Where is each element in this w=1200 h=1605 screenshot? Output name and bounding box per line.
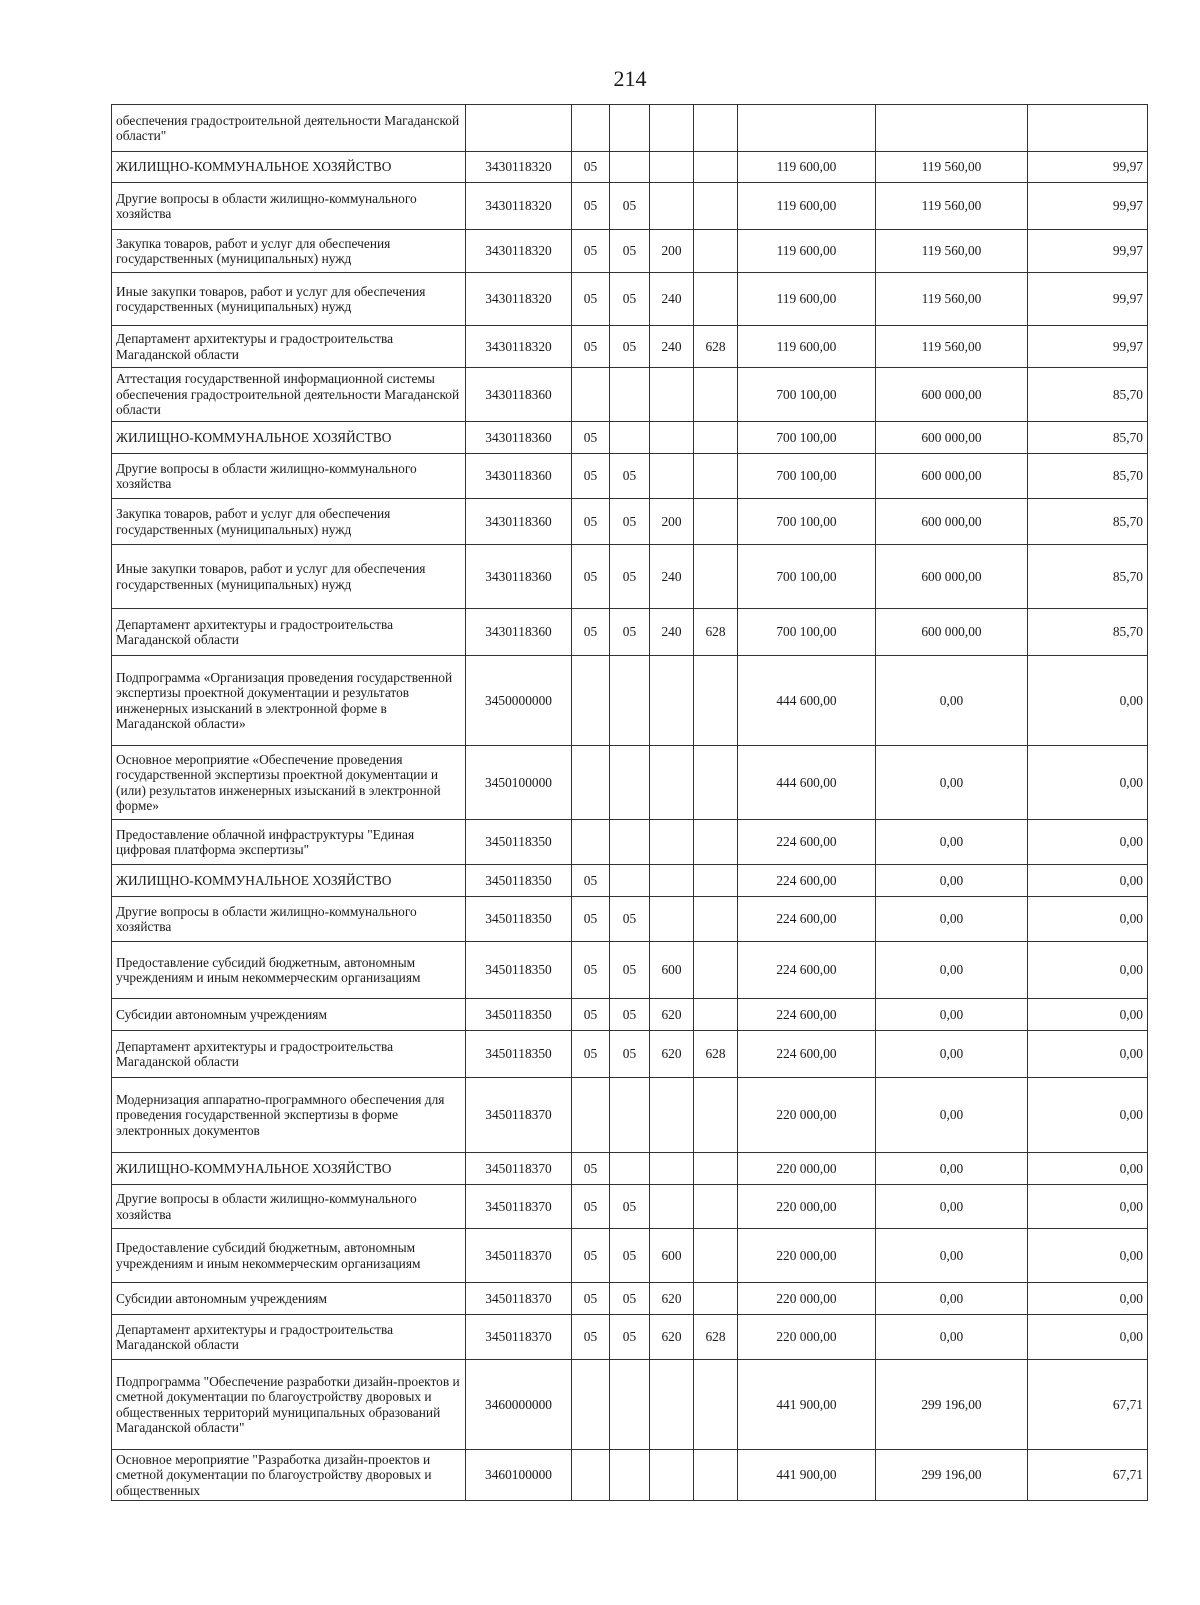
row-section-code: 05 [572,499,610,545]
row-subsection-code: 05 [610,1229,650,1283]
row-expense-type-code [650,897,694,942]
row-administrator-code [694,368,738,422]
table-row [112,1185,1148,1229]
row-planned-amount: 220 000,00 [738,1283,876,1315]
row-administrator-code [694,1360,738,1450]
row-execution-percent [1028,105,1148,152]
page-number: 214 [613,66,647,91]
row-execution-percent: 99,97 [1028,152,1148,183]
row-planned-amount: 220 000,00 [738,1185,876,1229]
row-planned-amount: 224 600,00 [738,1031,876,1078]
row-administrator-code: 628 [694,609,738,656]
row-expense-type-code: 600 [650,1229,694,1283]
row-execution-percent: 0,00 [1028,942,1148,999]
row-target-code: 3450118370 [466,1153,572,1185]
row-subsection-code [610,656,650,746]
row-description: Основное мероприятие «Обеспечение проведения государственной экспертизы проектной документации и (или) результатов инженерных изысканий в электронной форме» [112,746,466,820]
row-description: Основное мероприятие "Разработка дизайн-проектов и сметной документации по благоустройству дворовых и общественных [112,1450,466,1501]
row-actual-amount: 299 196,00 [876,1360,1028,1450]
row-description: Закупка товаров, работ и услуг для обеспечения государственных (муниципальных) нужд [112,230,466,273]
row-administrator-code [694,746,738,820]
row-planned-amount: 119 600,00 [738,230,876,273]
row-target-code: 3450118350 [466,865,572,897]
row-section-code [572,105,610,152]
row-planned-amount: 700 100,00 [738,454,876,499]
row-expense-type-code [650,422,694,454]
row-administrator-code [694,1450,738,1501]
row-execution-percent: 0,00 [1028,1078,1148,1153]
row-administrator-code: 628 [694,326,738,368]
row-target-code [466,105,572,152]
row-target-code: 3460100000 [466,1450,572,1501]
row-administrator-code [694,1283,738,1315]
row-planned-amount: 441 900,00 [738,1450,876,1501]
row-target-code: 3450118350 [466,820,572,865]
row-execution-percent: 0,00 [1028,897,1148,942]
row-actual-amount: 0,00 [876,942,1028,999]
row-subsection-code: 05 [610,183,650,230]
table-row [112,1360,1148,1450]
row-expense-type-code: 620 [650,1315,694,1360]
row-expense-type-code [650,368,694,422]
row-target-code: 3450100000 [466,746,572,820]
row-execution-percent: 99,97 [1028,183,1148,230]
row-execution-percent: 0,00 [1028,1153,1148,1185]
row-subsection-code [610,422,650,454]
row-execution-percent: 0,00 [1028,656,1148,746]
table-row [112,273,1148,326]
row-section-code: 05 [572,454,610,499]
table-row [112,897,1148,942]
row-section-code: 05 [572,1031,610,1078]
row-administrator-code [694,273,738,326]
row-target-code: 3450118370 [466,1283,572,1315]
row-planned-amount: 119 600,00 [738,326,876,368]
row-target-code: 3450000000 [466,656,572,746]
row-subsection-code: 05 [610,999,650,1031]
row-target-code: 3450118350 [466,1031,572,1078]
row-section-code: 05 [572,152,610,183]
row-planned-amount: 224 600,00 [738,897,876,942]
row-section-code [572,746,610,820]
row-planned-amount: 220 000,00 [738,1315,876,1360]
row-subsection-code [610,746,650,820]
row-execution-percent: 0,00 [1028,1315,1148,1360]
row-description: Другие вопросы в области жилищно-коммунального хозяйства [112,897,466,942]
row-target-code: 3430118360 [466,368,572,422]
row-target-code: 3430118320 [466,152,572,183]
table-row [112,1229,1148,1283]
row-description: Подпрограмма "Обеспечение разработки дизайн-проектов и сметной документации по благоустройству дворовых и общественных территорий муниципальных образований Магаданской области" [112,1360,466,1450]
row-execution-percent: 67,71 [1028,1450,1148,1501]
row-subsection-code [610,152,650,183]
row-target-code: 3450118370 [466,1315,572,1360]
row-target-code: 3430118320 [466,273,572,326]
row-expense-type-code: 600 [650,942,694,999]
table-row [112,545,1148,609]
row-expense-type-code [650,865,694,897]
row-actual-amount: 600 000,00 [876,422,1028,454]
row-execution-percent: 67,71 [1028,1360,1148,1450]
row-actual-amount: 0,00 [876,1031,1028,1078]
row-planned-amount: 444 600,00 [738,746,876,820]
row-expense-type-code: 620 [650,1283,694,1315]
row-target-code: 3450118350 [466,897,572,942]
row-description: Департамент архитектуры и градостроительства Магаданской области [112,609,466,656]
row-description: ЖИЛИЩНО-КОММУНАЛЬНОЕ ХОЗЯЙСТВО [112,422,466,454]
row-administrator-code [694,820,738,865]
row-expense-type-code [650,152,694,183]
row-section-code: 05 [572,897,610,942]
row-expense-type-code: 240 [650,273,694,326]
row-administrator-code [694,897,738,942]
row-subsection-code [610,865,650,897]
row-section-code: 05 [572,1153,610,1185]
row-expense-type-code: 240 [650,609,694,656]
row-description: Департамент архитектуры и градостроительства Магаданской области [112,1031,466,1078]
table-row [112,1315,1148,1360]
row-subsection-code: 05 [610,230,650,273]
table-row [112,326,1148,368]
row-description: Аттестация государственной информационной системы обеспечения градостроительной деятельности Магаданской области [112,368,466,422]
row-administrator-code [694,865,738,897]
row-administrator-code [694,230,738,273]
row-actual-amount: 0,00 [876,999,1028,1031]
table-body [112,105,1148,1501]
row-target-code: 3450118370 [466,1185,572,1229]
row-expense-type-code [650,1185,694,1229]
row-planned-amount: 119 600,00 [738,152,876,183]
row-subsection-code [610,105,650,152]
row-section-code: 05 [572,942,610,999]
row-execution-percent: 0,00 [1028,1031,1148,1078]
row-actual-amount: 119 560,00 [876,326,1028,368]
row-subsection-code: 05 [610,273,650,326]
table-row [112,422,1148,454]
row-planned-amount: 220 000,00 [738,1229,876,1283]
row-planned-amount: 119 600,00 [738,273,876,326]
row-target-code: 3430118360 [466,609,572,656]
row-section-code [572,656,610,746]
row-section-code: 05 [572,1229,610,1283]
row-execution-percent: 0,00 [1028,820,1148,865]
row-description: Субсидии автономным учреждениям [112,1283,466,1315]
row-expense-type-code [650,1450,694,1501]
row-description: Субсидии автономным учреждениям [112,999,466,1031]
row-administrator-code [694,105,738,152]
row-subsection-code: 05 [610,454,650,499]
table-row [112,746,1148,820]
row-section-code: 05 [572,1315,610,1360]
row-administrator-code [694,422,738,454]
row-description: Подпрограмма «Организация проведения государственной экспертизы проектной документации и результатов инженерных изысканий в электронной форме в Магаданской области» [112,656,466,746]
row-expense-type-code [650,1153,694,1185]
row-actual-amount: 0,00 [876,656,1028,746]
row-target-code: 3450118370 [466,1229,572,1283]
row-target-code: 3430118360 [466,454,572,499]
row-execution-percent: 99,97 [1028,230,1148,273]
row-administrator-code [694,1078,738,1153]
row-execution-percent: 85,70 [1028,499,1148,545]
row-planned-amount: 220 000,00 [738,1153,876,1185]
row-description: Другие вопросы в области жилищно-коммунального хозяйства [112,183,466,230]
row-target-code: 3430118360 [466,499,572,545]
row-planned-amount [738,105,876,152]
row-section-code [572,1450,610,1501]
row-subsection-code [610,1450,650,1501]
row-subsection-code: 05 [610,1315,650,1360]
row-section-code: 05 [572,999,610,1031]
row-subsection-code [610,1360,650,1450]
row-subsection-code: 05 [610,326,650,368]
row-actual-amount: 0,00 [876,1283,1028,1315]
row-expense-type-code [650,454,694,499]
row-expense-type-code [650,1078,694,1153]
row-target-code: 3450118350 [466,999,572,1031]
row-description: Другие вопросы в области жилищно-коммунального хозяйства [112,454,466,499]
table-row [112,105,1148,152]
row-subsection-code: 05 [610,499,650,545]
row-administrator-code [694,1185,738,1229]
row-description: Иные закупки товаров, работ и услуг для обеспечения государственных (муниципальных) нужд [112,273,466,326]
table-row [112,999,1148,1031]
row-planned-amount: 224 600,00 [738,942,876,999]
row-section-code: 05 [572,326,610,368]
row-actual-amount: 0,00 [876,1315,1028,1360]
row-administrator-code [694,999,738,1031]
table-row [112,656,1148,746]
row-section-code: 05 [572,183,610,230]
row-actual-amount: 119 560,00 [876,230,1028,273]
row-planned-amount: 700 100,00 [738,422,876,454]
row-actual-amount: 0,00 [876,1078,1028,1153]
row-administrator-code [694,499,738,545]
row-actual-amount: 299 196,00 [876,1450,1028,1501]
row-description: ЖИЛИЩНО-КОММУНАЛЬНОЕ ХОЗЯЙСТВО [112,865,466,897]
row-execution-percent: 0,00 [1028,999,1148,1031]
row-section-code [572,368,610,422]
row-section-code: 05 [572,230,610,273]
row-expense-type-code [650,746,694,820]
row-actual-amount: 0,00 [876,865,1028,897]
row-target-code: 3450118370 [466,1078,572,1153]
row-expense-type-code: 240 [650,326,694,368]
row-execution-percent: 0,00 [1028,1229,1148,1283]
table-row [112,820,1148,865]
row-planned-amount: 220 000,00 [738,1078,876,1153]
row-target-code: 3450118350 [466,942,572,999]
table-row [112,183,1148,230]
row-execution-percent: 0,00 [1028,865,1148,897]
row-planned-amount: 224 600,00 [738,820,876,865]
row-actual-amount: 600 000,00 [876,609,1028,656]
row-execution-percent: 85,70 [1028,368,1148,422]
table-row [112,609,1148,656]
row-actual-amount: 119 560,00 [876,152,1028,183]
row-administrator-code [694,1229,738,1283]
row-subsection-code: 05 [610,1185,650,1229]
row-section-code: 05 [572,609,610,656]
row-planned-amount: 119 600,00 [738,183,876,230]
row-actual-amount: 600 000,00 [876,368,1028,422]
row-execution-percent: 85,70 [1028,609,1148,656]
row-section-code: 05 [572,273,610,326]
table-row [112,1031,1148,1078]
row-description: Иные закупки товаров, работ и услуг для обеспечения государственных (муниципальных) нужд [112,545,466,609]
row-expense-type-code [650,656,694,746]
row-subsection-code: 05 [610,897,650,942]
row-planned-amount: 700 100,00 [738,368,876,422]
row-section-code [572,820,610,865]
row-expense-type-code: 620 [650,999,694,1031]
row-administrator-code [694,942,738,999]
row-actual-amount: 0,00 [876,746,1028,820]
row-description: Департамент архитектуры и градостроительства Магаданской области [112,1315,466,1360]
row-administrator-code [694,545,738,609]
row-description: Предоставление субсидий бюджетным, автономным учреждениям и иным некоммерческим организациям [112,942,466,999]
table-row [112,1078,1148,1153]
row-execution-percent: 0,00 [1028,1185,1148,1229]
table-row [112,1283,1148,1315]
row-planned-amount: 444 600,00 [738,656,876,746]
row-administrator-code [694,656,738,746]
row-administrator-code [694,152,738,183]
row-description: Предоставление облачной инфраструктуры "Единая цифровая платформа экспертизы" [112,820,466,865]
row-subsection-code: 05 [610,545,650,609]
row-execution-percent: 0,00 [1028,746,1148,820]
row-administrator-code: 628 [694,1315,738,1360]
row-description: Другие вопросы в области жилищно-коммунального хозяйства [112,1185,466,1229]
row-target-code: 3430118360 [466,422,572,454]
row-execution-percent: 85,70 [1028,454,1148,499]
row-execution-percent: 99,97 [1028,273,1148,326]
row-subsection-code [610,1078,650,1153]
row-execution-percent: 85,70 [1028,422,1148,454]
row-actual-amount: 0,00 [876,1153,1028,1185]
row-description: ЖИЛИЩНО-КОММУНАЛЬНОЕ ХОЗЯЙСТВО [112,1153,466,1185]
row-target-code: 3430118320 [466,230,572,273]
row-expense-type-code [650,820,694,865]
table-row [112,152,1148,183]
table-row [112,499,1148,545]
row-planned-amount: 700 100,00 [738,545,876,609]
row-planned-amount: 224 600,00 [738,865,876,897]
row-description: Модернизация аппаратно-программного обеспечения для проведения государственной экспертизы в форме электронных документов [112,1078,466,1153]
row-subsection-code [610,1153,650,1185]
row-section-code: 05 [572,1185,610,1229]
table-row [112,368,1148,422]
row-administrator-code [694,183,738,230]
row-actual-amount: 0,00 [876,820,1028,865]
row-subsection-code [610,368,650,422]
row-subsection-code: 05 [610,609,650,656]
table-row [112,454,1148,499]
row-subsection-code: 05 [610,1283,650,1315]
row-target-code: 3460000000 [466,1360,572,1450]
row-actual-amount: 600 000,00 [876,454,1028,499]
table-row [112,230,1148,273]
row-actual-amount: 119 560,00 [876,273,1028,326]
row-expense-type-code [650,183,694,230]
row-subsection-code: 05 [610,942,650,999]
table-row [112,942,1148,999]
row-section-code: 05 [572,545,610,609]
row-description: ЖИЛИЩНО-КОММУНАЛЬНОЕ ХОЗЯЙСТВО [112,152,466,183]
row-section-code [572,1078,610,1153]
row-actual-amount: 0,00 [876,1185,1028,1229]
row-expense-type-code: 200 [650,499,694,545]
row-section-code [572,1360,610,1450]
row-planned-amount: 441 900,00 [738,1360,876,1450]
row-execution-percent: 85,70 [1028,545,1148,609]
row-expense-type-code [650,105,694,152]
row-target-code: 3430118360 [466,545,572,609]
row-subsection-code: 05 [610,1031,650,1078]
row-section-code: 05 [572,865,610,897]
row-target-code: 3430118320 [466,326,572,368]
row-actual-amount: 0,00 [876,1229,1028,1283]
row-planned-amount: 224 600,00 [738,999,876,1031]
table-row [112,865,1148,897]
row-administrator-code [694,454,738,499]
row-planned-amount: 700 100,00 [738,499,876,545]
row-administrator-code: 628 [694,1031,738,1078]
row-actual-amount: 600 000,00 [876,545,1028,609]
row-administrator-code [694,1153,738,1185]
row-execution-percent: 0,00 [1028,1283,1148,1315]
budget-table [111,104,1148,1501]
row-expense-type-code: 620 [650,1031,694,1078]
row-actual-amount: 600 000,00 [876,499,1028,545]
row-expense-type-code: 240 [650,545,694,609]
table-row [112,1450,1148,1501]
row-execution-percent: 99,97 [1028,326,1148,368]
row-section-code: 05 [572,1283,610,1315]
table-row [112,1153,1148,1185]
row-description: Департамент архитектуры и градостроительства Магаданской области [112,326,466,368]
row-expense-type-code [650,1360,694,1450]
row-actual-amount: 0,00 [876,897,1028,942]
row-expense-type-code: 200 [650,230,694,273]
row-actual-amount: 119 560,00 [876,183,1028,230]
row-planned-amount: 700 100,00 [738,609,876,656]
row-target-code: 3430118320 [466,183,572,230]
row-section-code: 05 [572,422,610,454]
row-description: Предоставление субсидий бюджетным, автономным учреждениям и иным некоммерческим организациям [112,1229,466,1283]
row-description: обеспечения градостроительной деятельности Магаданской области" [112,105,466,152]
row-description: Закупка товаров, работ и услуг для обеспечения государственных (муниципальных) нужд [112,499,466,545]
row-subsection-code [610,820,650,865]
row-actual-amount [876,105,1028,152]
